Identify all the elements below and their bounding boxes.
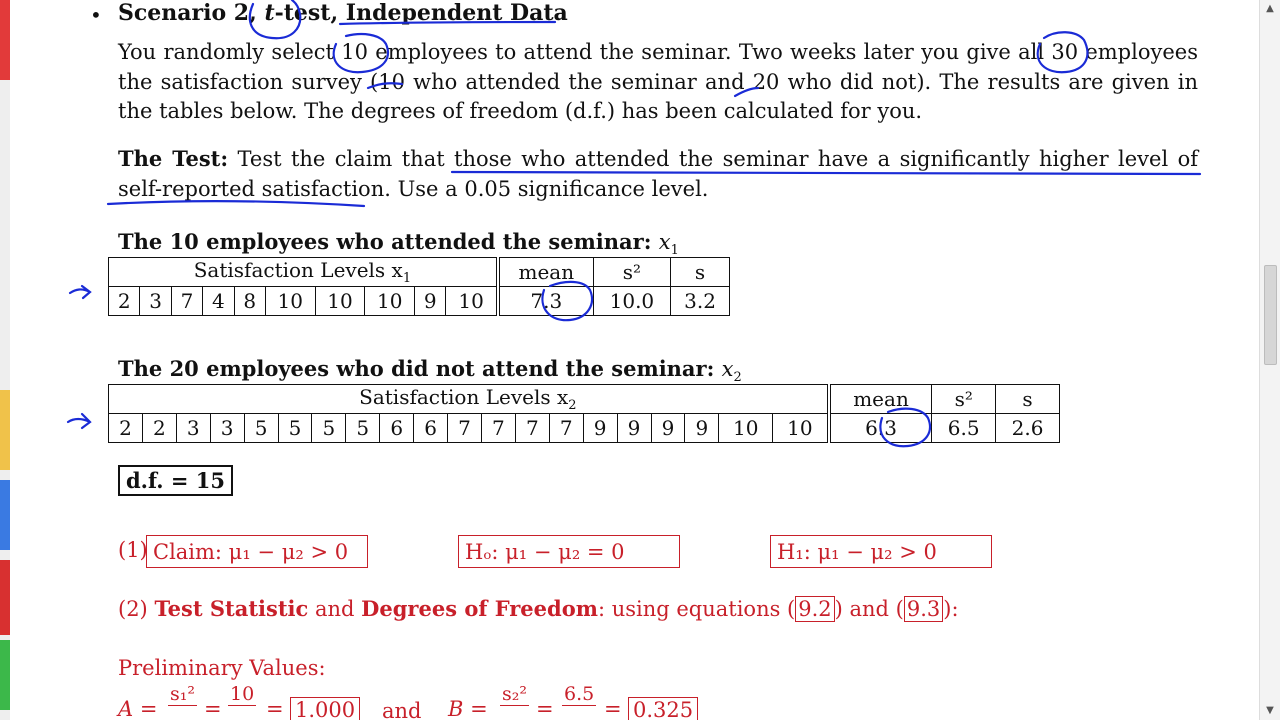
- table-cell: 5: [312, 414, 346, 443]
- scroll-up-icon[interactable]: ▲: [1266, 3, 1274, 14]
- bullet: •: [90, 3, 102, 27]
- table-cell: 3: [140, 287, 171, 316]
- group1-header-row: [109, 258, 730, 287]
- table-cell: 10: [719, 414, 773, 443]
- table-cell: 7: [448, 414, 482, 443]
- table-cell: 7: [549, 414, 583, 443]
- a-result-box: 1.000: [290, 697, 360, 720]
- table-cell: 8: [234, 287, 265, 316]
- group2-mean: 6.3: [829, 414, 932, 443]
- group2-mean-header: mean: [829, 385, 932, 414]
- tool-color-red[interactable]: [0, 0, 10, 80]
- table-cell: 9: [651, 414, 685, 443]
- table-cell: 6: [414, 414, 448, 443]
- table-cell: 10: [265, 287, 315, 316]
- vertical-scrollbar[interactable]: [1259, 0, 1280, 720]
- equation-ref-9-2[interactable]: 9.2: [795, 596, 834, 622]
- preliminary-formula-row: [118, 683, 818, 720]
- table-cell: 5: [346, 414, 380, 443]
- table-cell: 7: [171, 287, 202, 316]
- claim-box: Claim: μ₁ − μ₂ > 0: [146, 535, 368, 568]
- preliminary-values-label: Preliminary Values:: [118, 656, 326, 680]
- tool-color-yellow[interactable]: [0, 390, 10, 470]
- left-tool-strip: [0, 0, 10, 720]
- group1-mean: 7.3: [498, 287, 593, 316]
- tool-color-red-2[interactable]: [0, 560, 10, 635]
- table-cell: 6: [380, 414, 414, 443]
- table-cell: 10: [365, 287, 415, 316]
- group1-var-header: s²: [593, 258, 670, 287]
- a-fraction: s₁²: [170, 683, 195, 705]
- group2-levels-header: Satisfaction Levels $x_2$: [109, 385, 829, 414]
- group1-heading: The 10 employees who attended the seminar: $x_1$: [118, 229, 679, 259]
- tool-color-green[interactable]: [0, 640, 10, 710]
- group2-heading: The 20 employees who did not attend the seminar: $x_2$: [118, 356, 742, 386]
- group2-sd-header: s: [996, 385, 1060, 414]
- table-cell: 7: [515, 414, 549, 443]
- scroll-down-icon[interactable]: ▼: [1266, 705, 1274, 716]
- table-cell: 9: [685, 414, 719, 443]
- equation-ref-9-3[interactable]: 9.3: [904, 596, 943, 622]
- table-cell: 9: [583, 414, 617, 443]
- group1-values-row: [109, 287, 730, 316]
- a-eq-1: =: [204, 697, 222, 720]
- group2-table: [108, 384, 1060, 443]
- table-cell: 3: [210, 414, 244, 443]
- table-cell: 3: [176, 414, 210, 443]
- table-cell: 7: [481, 414, 515, 443]
- document-page: [10, 0, 1260, 720]
- group1-sd: 3.2: [671, 287, 730, 316]
- null-hypothesis-box: Hₒ: μ₁ − μ₂ = 0: [458, 535, 680, 568]
- a-eq-2: =: [266, 697, 284, 720]
- table-cell: 5: [278, 414, 312, 443]
- table-cell: 5: [244, 414, 278, 443]
- tool-color-blue[interactable]: [0, 480, 10, 550]
- group2-sd: 2.6: [996, 414, 1060, 443]
- ink-arrow-1: [70, 286, 90, 298]
- b-result-box: 0.325: [628, 697, 698, 720]
- step1-number: (1): [118, 538, 148, 562]
- group1-sd-header: s: [671, 258, 730, 287]
- alt-hypothesis-box: H₁: μ₁ − μ₂ > 0: [770, 535, 992, 568]
- b-eq-1: =: [536, 697, 554, 720]
- degrees-of-freedom-box: d.f. = 15: [118, 465, 233, 496]
- table-cell: 2: [109, 287, 140, 316]
- group1-variance: 10.0: [593, 287, 670, 316]
- table-cell: 2: [142, 414, 176, 443]
- group2-header-row: [109, 385, 1060, 414]
- scenario-heading: Scenario 2, t-test, Independent Data: [118, 0, 568, 26]
- table-cell: 2: [109, 414, 143, 443]
- table-cell: 9: [415, 287, 446, 316]
- test-paragraph: The Test: Test the claim that those who attended the seminar have a significantly higher level of self-reported satisfaction. Use a 0.05 significance level.: [118, 146, 1198, 201]
- b-eq-2: =: [604, 697, 622, 720]
- table-cell: 9: [617, 414, 651, 443]
- scenario-description: You randomly select 10 employees to attend the seminar. Two weeks later you give all 30 employees the satisfaction survey (10 who attended the seminar and 20 who did not). The results are given in the tables below. The degrees of freedom (d.f.) has been calculated for you.: [118, 40, 1198, 123]
- table-cell: 10: [315, 287, 365, 316]
- table-cell: 10: [773, 414, 829, 443]
- table-cell: 10: [446, 287, 498, 316]
- b-lhs: B =: [448, 697, 488, 720]
- scroll-thumb[interactable]: [1264, 265, 1277, 365]
- group1-table: [108, 257, 730, 316]
- group2-values-row: [109, 414, 1060, 443]
- group2-variance: 6.5: [932, 414, 996, 443]
- a-value-fraction: 10: [230, 683, 255, 705]
- group2-var-header: s²: [932, 385, 996, 414]
- b-value-fraction: 6.5: [564, 683, 595, 705]
- group1-levels-header: Satisfaction Levels $x_1$: [109, 258, 498, 287]
- table-cell: 4: [203, 287, 234, 316]
- step2-line: (2) Test Statistic and Degrees of Freedom: using equations ( 9.2 ) and ( 9.3 ):: [118, 596, 959, 621]
- and-word: and: [382, 699, 422, 720]
- b-fraction: s₂²: [502, 683, 527, 705]
- a-lhs: A =: [118, 697, 158, 720]
- ink-arrow-2: [68, 414, 90, 428]
- group1-mean-header: mean: [498, 258, 593, 287]
